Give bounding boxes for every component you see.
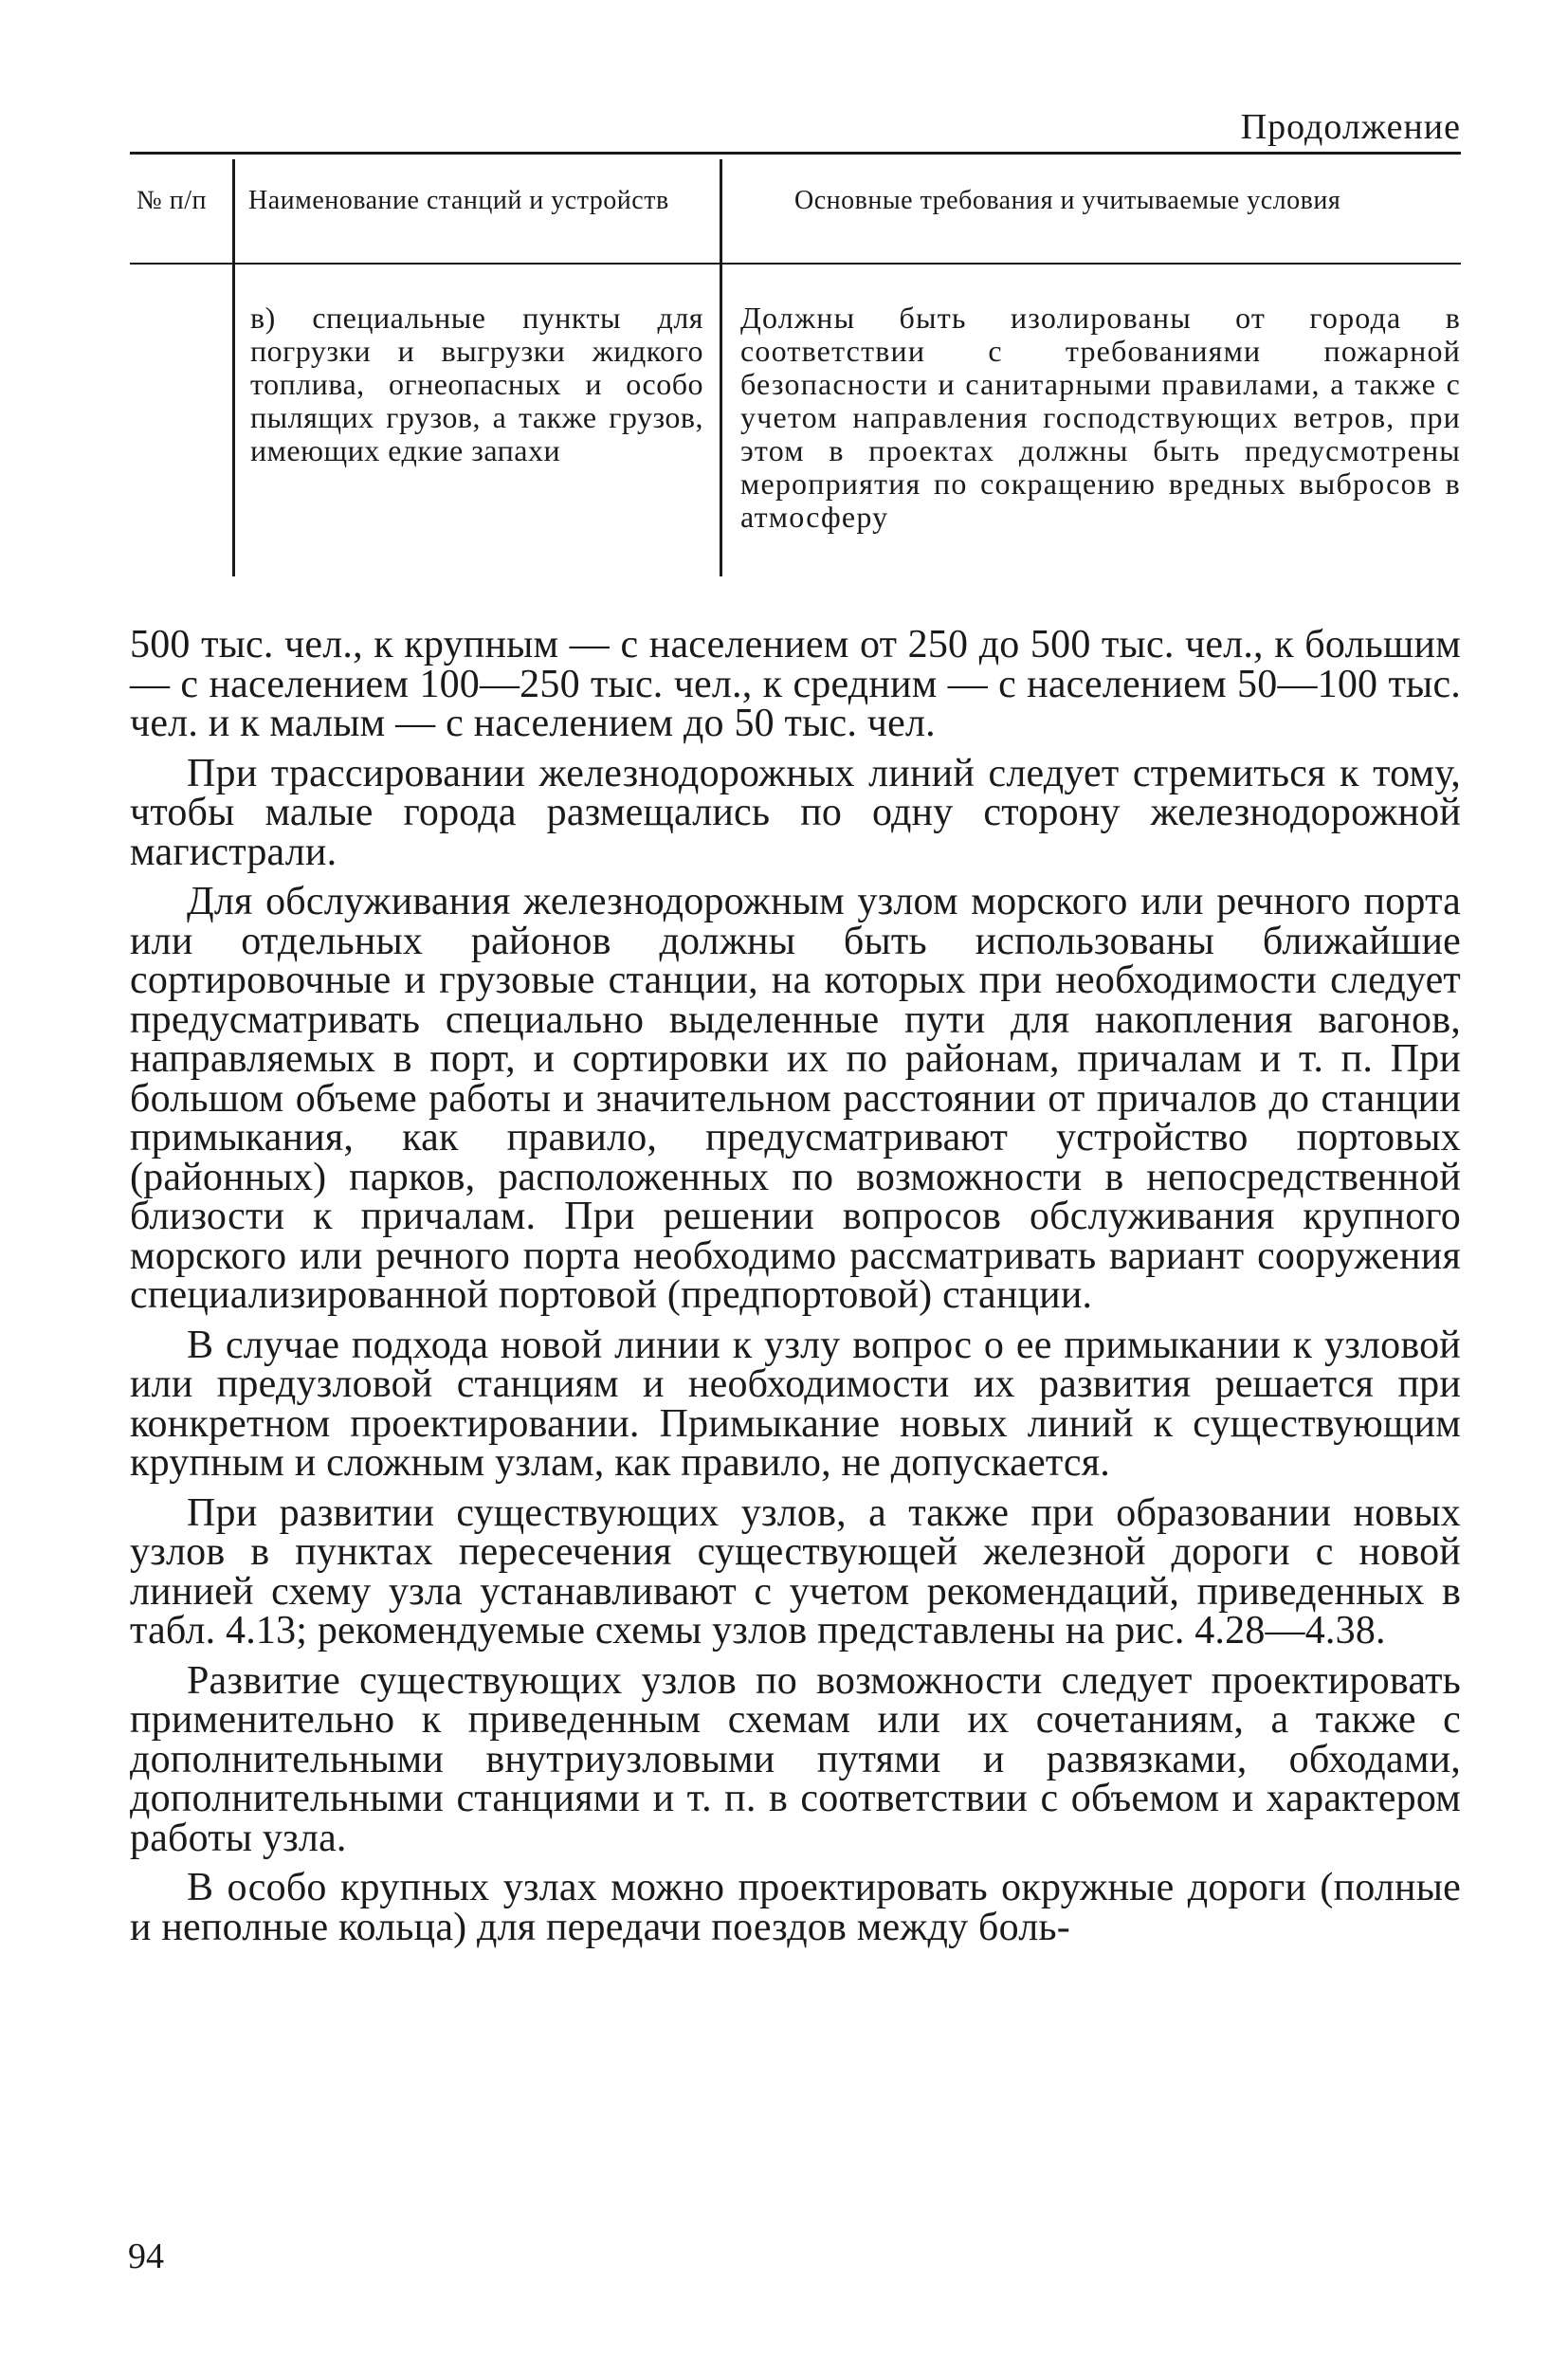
body-text: [130, 623, 1461, 1958]
table-header-rule: [130, 263, 1461, 265]
column-divider: [232, 159, 235, 576]
column-header-name: Наименование станций и устройств: [248, 186, 669, 215]
paragraph: При развитии существующих узлов, а также при образовании новых узлов в пунктах пересечения существующей железной дороги с новой линией схему узла устанавливают с учетом рекомендаций, приведенных в табл. 4.13; рекомендуемые схемы узлов представлены на рис. 4.28—4.38.: [130, 1490, 1461, 1653]
column-divider: [720, 159, 722, 576]
table-top-rule: [130, 152, 1461, 155]
table-cell-requirements: Должны быть изолированы от города в соответствии с требованиями пожарной безопасности и санитарными правилами, а также с учетом направления господствующих ветров, при этом в проектах должны быть предусмотрены мероприятия по сокращению вредных выбросов в атмосферу: [740, 301, 1461, 534]
column-header-number: № п/п: [137, 186, 207, 215]
paragraph: В случае подхода новой линии к узлу вопрос о ее примыкании к узловой или предузловой станциям и необходимости их развития решается при конкретном проектировании. Примыкание новых линий к существующим крупным и сложным узлам, как правило, не допускается.: [130, 1323, 1461, 1485]
page-number: 94: [128, 2237, 164, 2276]
paragraph: В особо крупных узлах можно проектировать окружные дороги (полные и неполные кольца) для передачи поездов между боль-: [130, 1866, 1461, 1949]
column-header-requirements: Основные требования и учитываемые условия: [794, 186, 1341, 215]
paragraph: Для обслуживания железнодорожным узлом морского или речного порта или отдельных районов должны быть использованы ближайшие сортировочные и грузовые станции, на которых при необходимости следует предусматривать специально выделенные пути для накопления вагонов, направляемых в порт, и сортировки их по районам, причалам и т. п. При большом объеме работы и значительном расстоянии от причалов до станции примыкания, как правило, предусматривают устройство портовых (районных) парков, расположенных по возможности в непосредственной близости к причалам. При решении вопросов обслуживания крупного морского или речного порта необходимо рассматривать вариант сооружения специализированной портовой (предпортовой) станции.: [130, 880, 1461, 1317]
paragraph: 500 тыс. чел., к крупным — с населением от 250 до 500 тыс. чел., к большим — с населением 100—250 тыс. чел., к средним — с населением 50—100 тыс. чел. и к малым — с населением до 50 тыс. чел.: [130, 623, 1461, 745]
paragraph: При трассировании железнодорожных линий следует стремиться к тому, чтобы малые города размещались по одну сторону железнодорожной магистрали.: [130, 751, 1461, 874]
table-cell-name: в) специальные пункты для погрузки и выгрузки жидкого топлива, огнеопасных и особо пылящих грузов, а также грузов, имеющих едкие запахи: [250, 301, 703, 467]
continued-label: Продолжение: [1240, 107, 1461, 147]
paragraph: Развитие существующих узлов по возможности следует проектировать применительно к приведенным схемам или их сочетаниям, а также с дополнительными внутриузловыми путями и развязками, обходами, дополнительными станциями и т. п. в соответствии с объемом и характером работы узла.: [130, 1658, 1461, 1860]
